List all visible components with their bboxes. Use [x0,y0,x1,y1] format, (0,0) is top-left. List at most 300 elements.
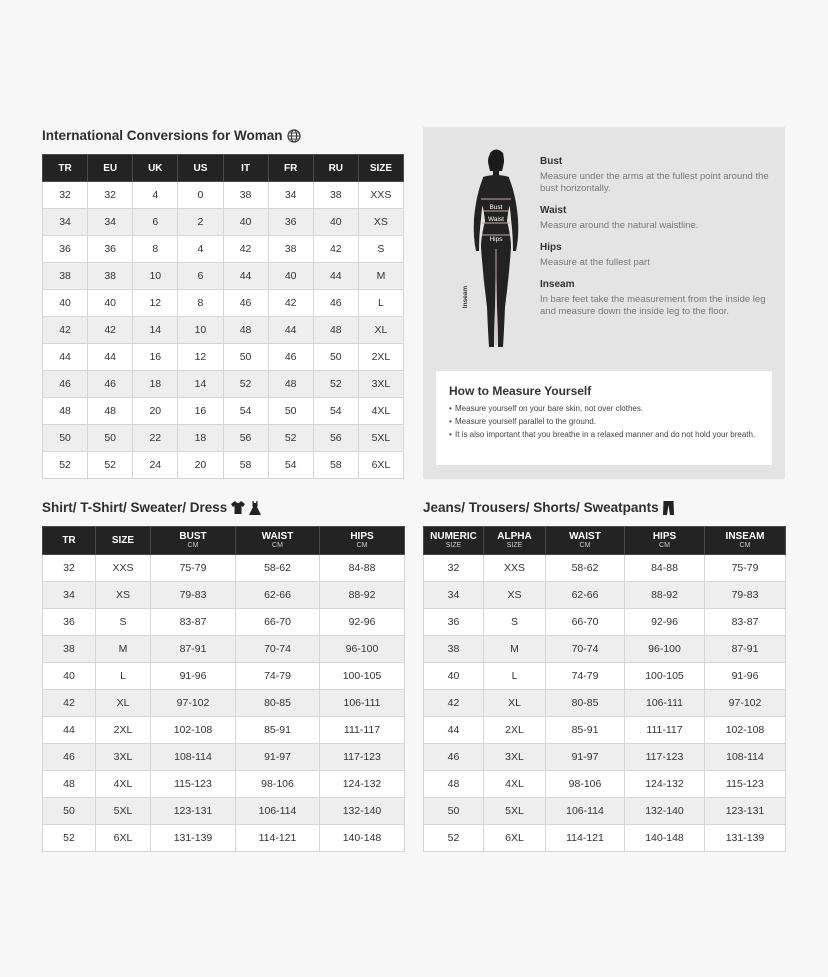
table-cell: 38 [43,636,96,663]
column-header: FR [268,155,313,182]
table-cell: 88-92 [625,582,705,609]
table-cell: 36 [43,236,88,263]
table-row [424,555,786,582]
jeans-header-row [424,527,786,555]
table-cell: 80-85 [546,690,625,717]
table-cell: 34 [268,182,313,209]
table-cell: 42 [424,690,484,717]
table-cell: 87-91 [151,636,236,663]
table-cell: 123-131 [151,798,236,825]
table-row [43,209,404,236]
table-cell: 44 [43,717,96,744]
table-cell: S [484,609,546,636]
body-figure-illustration [459,147,529,357]
measure-item-waist [540,205,770,232]
table-cell: 40 [88,290,133,317]
table-cell: 40 [313,209,358,236]
column-header: UK [133,155,178,182]
table-cell: M [96,636,151,663]
shirt-header-row [43,527,405,555]
table-cell: 14 [178,371,223,398]
table-row [43,425,404,452]
table-cell: L [358,290,403,317]
table-cell: 92-96 [320,609,405,636]
table-row [424,636,786,663]
table-cell: 12 [178,344,223,371]
column-header [546,527,625,555]
table-cell: 6XL [96,825,151,852]
table-cell: XL [96,690,151,717]
table-cell: 3XL [358,371,403,398]
measure-item-desc: Measure under the arms at the fullest point around the bust horizontally. [540,171,769,194]
measure-item-desc: Measure around the natural waistline. [540,220,699,231]
table-cell: 44 [43,344,88,371]
measure-item-inseam [540,279,770,317]
table-cell: 50 [43,425,88,452]
how-to-point: • Measure yourself on your bare skin, not over clothes. [449,404,761,414]
table-row [43,236,404,263]
table-cell: 75-79 [151,555,236,582]
table-cell: 48 [43,771,96,798]
how-to-measure-title: How to Measure Yourself [449,384,592,398]
table-cell: 42 [223,236,268,263]
conversion-table [42,154,404,479]
table-cell: 2XL [358,344,403,371]
waist-figure-label: Waist [487,216,505,223]
table-cell: 106-111 [320,690,405,717]
table-cell: 58-62 [236,555,320,582]
table-cell: 74-79 [546,663,625,690]
measure-item-desc: Measure at the fullest part [540,257,650,268]
table-cell: 44 [424,717,484,744]
column-header [705,527,786,555]
table-row [424,690,786,717]
table-cell: 52 [88,452,133,479]
column-header-label: HIPS [652,531,677,542]
table-row [424,798,786,825]
table-cell: 117-123 [625,744,705,771]
table-cell: 36 [88,236,133,263]
table-cell: 22 [133,425,178,452]
table-cell: 70-74 [546,636,625,663]
table-cell: 18 [178,425,223,452]
table-cell: 4XL [358,398,403,425]
table-cell: 32 [43,555,96,582]
table-cell: M [484,636,546,663]
table-cell: 74-79 [236,663,320,690]
how-to-point: • It is also important that you breathe in a relaxed manner and do not hold your breath. [449,430,761,440]
table-cell: 115-123 [705,771,786,798]
column-header-unit: CM [739,542,751,549]
table-cell: 40 [43,290,88,317]
table-cell: 32 [43,182,88,209]
table-cell: 124-132 [320,771,405,798]
table-cell: 46 [424,744,484,771]
table-cell: 79-83 [151,582,236,609]
table-cell: S [96,609,151,636]
table-cell: 44 [268,317,313,344]
column-header: IT [223,155,268,182]
table-row [43,263,404,290]
table-row [424,744,786,771]
table-cell: 115-123 [151,771,236,798]
tshirt-icon [231,501,245,514]
table-cell: 6XL [484,825,546,852]
table-cell: 46 [43,744,96,771]
how-to-measure-list [449,404,761,443]
table-cell: 6 [178,263,223,290]
table-cell: 48 [424,771,484,798]
table-cell: 5XL [484,798,546,825]
dress-icon [249,501,261,515]
table-cell: 84-88 [625,555,705,582]
table-cell: 38 [223,182,268,209]
table-cell: 114-121 [236,825,320,852]
table-cell: 111-117 [320,717,405,744]
column-header-label: ALPHA [497,531,532,542]
table-cell: 111-117 [625,717,705,744]
table-cell: 58 [313,452,358,479]
table-row [43,452,404,479]
table-cell: 6 [133,209,178,236]
column-header-label: WAIST [569,531,601,542]
table-cell: XS [484,582,546,609]
table-cell: 20 [133,398,178,425]
table-cell: 5XL [358,425,403,452]
table-cell: 5XL [96,798,151,825]
table-cell: XL [358,317,403,344]
table-cell: 42 [43,690,96,717]
jeans-size-table [423,526,786,852]
column-header [484,527,546,555]
table-cell: 88-92 [320,582,405,609]
column-header [96,527,151,555]
table-cell: 46 [88,371,133,398]
table-row [43,317,404,344]
table-cell: 38 [424,636,484,663]
table-cell: 42 [268,290,313,317]
table-cell: 100-105 [625,663,705,690]
table-cell: XXS [484,555,546,582]
table-cell: 34 [424,582,484,609]
column-header [424,527,484,555]
column-header-label: HIPS [350,531,374,542]
table-cell: 96-100 [625,636,705,663]
bust-figure-label: Bust [489,204,503,211]
table-row [424,609,786,636]
table-row [43,717,405,744]
column-header-unit: CM [272,542,283,549]
measure-item-title: Bust [540,156,563,167]
table-cell: 40 [43,663,96,690]
trousers-icon [663,501,674,515]
table-cell: 100-105 [320,663,405,690]
hips-figure-label: Hips [489,236,503,243]
jeans-title-text: Jeans/ Trousers/ Shorts/ Sweatpants [423,500,659,515]
table-cell: 87-91 [705,636,786,663]
table-cell: 131-139 [151,825,236,852]
table-cell: 98-106 [236,771,320,798]
column-header [625,527,705,555]
table-cell: 83-87 [705,609,786,636]
table-cell: 32 [88,182,133,209]
measure-item-hips [540,242,770,269]
table-cell: 58 [223,452,268,479]
shirts-title [42,500,261,515]
column-header [43,527,96,555]
table-cell: 97-102 [151,690,236,717]
table-cell: 16 [133,344,178,371]
table-cell: 54 [313,398,358,425]
table-cell: 52 [424,825,484,852]
table-row [43,609,405,636]
table-cell: 38 [313,182,358,209]
table-cell: 4 [133,182,178,209]
table-cell: 2XL [484,717,546,744]
table-cell: 24 [133,452,178,479]
column-header-unit: SIZE [506,542,523,549]
table-cell: 140-148 [320,825,405,852]
table-row [43,582,405,609]
table-cell: 36 [268,209,313,236]
conversion-title [42,128,301,143]
table-cell: 117-123 [320,744,405,771]
table-cell: 36 [424,609,484,636]
conversion-header-row [43,155,404,182]
table-cell: 79-83 [705,582,786,609]
table-cell: 42 [43,317,88,344]
table-cell: 56 [223,425,268,452]
table-cell: 46 [313,290,358,317]
table-row [43,771,405,798]
table-row [424,582,786,609]
table-cell: 48 [88,398,133,425]
table-cell: 80-85 [236,690,320,717]
table-cell: 62-66 [236,582,320,609]
table-cell: 66-70 [236,609,320,636]
table-cell: 96-100 [320,636,405,663]
column-header-label: WAIST [261,531,294,542]
table-cell: 75-79 [705,555,786,582]
table-cell: 132-140 [625,798,705,825]
conversion-title-text: International Conversions for Woman [42,128,283,143]
column-header-label: INSEAM [725,531,765,542]
table-cell: 66-70 [546,609,625,636]
column-header-label: TR [62,535,76,546]
table-cell: 48 [223,317,268,344]
table-row [424,717,786,744]
how-to-measure-box [436,371,772,465]
table-cell: 46 [43,371,88,398]
table-cell: 44 [313,263,358,290]
table-cell: 54 [268,452,313,479]
how-to-point: • Measure yourself parallel to the ground. [449,417,761,427]
table-cell: 12 [133,290,178,317]
table-cell: 91-97 [546,744,625,771]
table-cell: 34 [43,209,88,236]
column-header-unit: CM [187,542,199,549]
table-cell: 34 [43,582,96,609]
table-cell: 85-91 [236,717,320,744]
table-row [43,398,404,425]
table-cell: 91-96 [151,663,236,690]
table-cell: 52 [268,425,313,452]
table-cell: 8 [133,236,178,263]
jeans-title [423,500,674,515]
table-cell: 48 [313,317,358,344]
table-cell: 40 [223,209,268,236]
jeans-body [424,555,786,852]
table-cell: S [358,236,403,263]
table-cell: 123-131 [705,798,786,825]
table-row [43,744,405,771]
shirts-title-text: Shirt/ T-Shirt/ Sweater/ Dress [42,500,228,515]
table-cell: XS [358,209,403,236]
table-cell: 14 [133,317,178,344]
table-row [424,825,786,852]
table-cell: 52 [223,371,268,398]
table-cell: 108-114 [705,744,786,771]
table-cell: 108-114 [151,744,236,771]
table-cell: 58-62 [546,555,625,582]
table-cell: 131-139 [705,825,786,852]
table-cell: XL [484,690,546,717]
table-cell: 70-74 [236,636,320,663]
table-cell: 2 [178,209,223,236]
table-cell: 3XL [96,744,151,771]
table-cell: 3XL [484,744,546,771]
table-cell: XS [96,582,151,609]
table-cell: 102-108 [151,717,236,744]
table-cell: 18 [133,371,178,398]
inseam-figure-label: Inseam [462,285,469,309]
column-header-unit: CM [579,542,591,549]
column-header [236,527,320,555]
table-cell: 132-140 [320,798,405,825]
table-cell: 114-121 [546,825,625,852]
table-row [43,636,405,663]
table-cell: L [96,663,151,690]
column-header-label: SIZE [111,535,135,546]
table-cell: 20 [178,452,223,479]
measure-item-title: Inseam [540,279,575,290]
column-header: RU [313,155,358,182]
measure-item-desc: In bare feet take the measurement from the inside leg and measure down the inside leg to the floor. [540,294,766,317]
measure-item-title: Hips [540,242,562,253]
table-cell: XXS [358,182,403,209]
column-header: SIZE [358,155,403,182]
table-cell: 8 [178,290,223,317]
table-cell: 4 [178,236,223,263]
table-cell: 50 [43,798,96,825]
table-cell: 38 [268,236,313,263]
column-header: US [178,155,223,182]
table-cell: 4XL [484,771,546,798]
table-cell: 102-108 [705,717,786,744]
table-cell: 4XL [96,771,151,798]
table-cell: 46 [268,344,313,371]
table-cell: 91-97 [236,744,320,771]
table-row [43,690,405,717]
table-cell: 10 [178,317,223,344]
table-row [43,371,404,398]
table-cell: 40 [268,263,313,290]
column-header: EU [88,155,133,182]
table-cell: 83-87 [151,609,236,636]
table-cell: 52 [313,371,358,398]
table-cell: 52 [43,452,88,479]
table-cell: 44 [88,344,133,371]
table-cell: 140-148 [625,825,705,852]
table-cell: 98-106 [546,771,625,798]
table-cell: 50 [424,798,484,825]
table-cell: 48 [43,398,88,425]
table-row [43,290,404,317]
column-header [320,527,405,555]
column-header-unit: CM [356,542,368,549]
table-cell: 50 [268,398,313,425]
table-cell: 38 [43,263,88,290]
globe-icon [287,129,301,143]
table-cell: 92-96 [625,609,705,636]
table-cell: 32 [424,555,484,582]
table-row [43,663,405,690]
table-cell: 38 [88,263,133,290]
shirt-body [43,555,405,852]
table-cell: 50 [88,425,133,452]
measure-item-title: Waist [540,205,567,216]
table-cell: 50 [313,344,358,371]
table-row [43,798,405,825]
table-cell: 62-66 [546,582,625,609]
table-cell: 40 [424,663,484,690]
table-cell: 85-91 [546,717,625,744]
table-cell: 106-114 [236,798,320,825]
table-cell: 84-88 [320,555,405,582]
shirt-size-table [42,526,405,852]
table-row [424,771,786,798]
table-cell: 0 [178,182,223,209]
table-cell: 106-111 [625,690,705,717]
column-header [151,527,236,555]
table-cell: 42 [88,317,133,344]
measure-item-bust [540,156,770,194]
table-cell: L [484,663,546,690]
column-header-unit: SIZE [445,542,462,549]
table-cell: 54 [223,398,268,425]
table-cell: 2XL [96,717,151,744]
table-row [43,182,404,209]
measure-guide-panel [423,127,785,479]
column-header-label: NUMERIC [430,531,477,542]
table-row [43,825,405,852]
table-row [424,663,786,690]
column-header-label: BUST [179,531,207,542]
table-row [43,344,404,371]
table-row [43,555,405,582]
table-cell: 106-114 [546,798,625,825]
table-cell: 36 [43,609,96,636]
column-header-unit: CM [659,542,670,549]
table-cell: 56 [313,425,358,452]
table-cell: 48 [268,371,313,398]
table-cell: 124-132 [625,771,705,798]
table-cell: 42 [313,236,358,263]
table-cell: 91-96 [705,663,786,690]
table-cell: M [358,263,403,290]
table-cell: XXS [96,555,151,582]
table-cell: 97-102 [705,690,786,717]
